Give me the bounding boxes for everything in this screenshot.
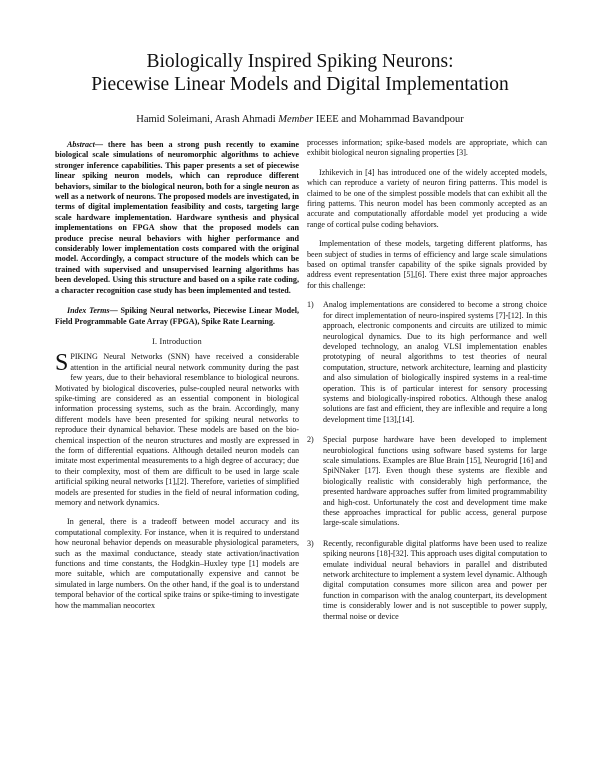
list-item-text: Analog implementations are considered to become a strong choice for direct implementation of neuro-inspired systems [7]-[12]. In this approach, electronic components and circuits are utilized to mimic neurological dynamics. Due to its high performance and well developed technology, an analog VLSI implementation enables prototyping of neural algorithms to test theories of neural computation, structure, network architecture, learning and plasticity and also simulation of biologically inspired systems in a real-time operation. This is of particular interest for sensory processing systems and biologically-inspired robotics. Although these analog solutions are fast and efficient, they are inflexible and require a long development time [13],[14]. [323,300,547,424]
list-item-text: Recently, reconfigurable digital platforms have been used to realize spiking neurons [18]-[32]. This approach uses digital computation to emulate individual neural behaviors in parallel and distributed network architecture to implement a system level dynamic. Although digital computation consumes more silicon area and power per function in comparison with the analog counterpart, its development time is considerably lower and is not susceptible to power supply, thermal noise or device [323,538,547,621]
list-item-text: Special purpose hardware have been developed to implement neurobiological functions using software based systems for large scale simulations. Examples are Blue Brain [15], Neurogrid [16] and SpiNNaker [17]. Even though these systems are flexible and biologically realistic with considerably high performance, the presented hardware approaches suffer from limited programmability and high-cost. Unfortunately the cost and development time make these approaches impractical for public access, general purpose large-scale simulations. [323,435,547,528]
index-terms [55,306,299,327]
right-paragraph-2: Implementation of these models, targeting different platforms, has been subject of studies in terms of efficiency and large scale simulations based on optimal transfer capability of the spike signals provided by address event representation [5],[6]. There exist three major approaches for this challenge: [307,239,547,290]
list-item [307,300,547,425]
abstract [55,140,299,296]
list-item-number: 3) [307,538,314,548]
title-line-2: Piecewise Linear Models and Digital Implementation [91,74,509,95]
intro-paragraph-2: In general, there is a tradeoff between model accuracy and its computational complexity. For instance, when it is required to understand how neuronal behavior depends on measurable physiological parameters, such as the maximal conductance, steady state activation/inactivation functions and time constants, the Hodgkin–Huxley type [1] models are more suitable, which are computationally expensive and cannot be simulated in large numbers. On the other hand, if the goal is to understand temporal behavior of the cortical spike trains or spike-timing to investigate how the mammalian neocortex [55,517,299,610]
author-line [40,113,560,126]
index-terms-label: Index Terms [67,306,110,316]
index-terms-text: — Spiking Neural networks, Piecewise Linear Model, Field Programmable Gate Array (FPGA), Spike Rate Learning. [55,306,300,326]
intro-paragraph-1 [55,352,299,508]
authors-part-2: IEEE and Mohammad Bavandpour [313,114,464,125]
abstract-text: — there has been a strong push recently to examine biological scale simulations of neuromorphic algorithms to achieve stronger inference capabilities. This paper presents a set of piecewise linear spiking neuron models, which can reproduce different behaviors, similar to the biological neuron, both for a single neuron as well as a network of neurons. The proposed models are investigated, in terms of digital implementation feasibility and costs, targeting large scale hardware implementation. Hardware synthesis and physical implementations on FPGA show that the proposed models can produce precise neural behaviors with higher performance and considerably lower implementation costs compared with the original model. Accordingly, a compact structure of the models which can be trained with supervised and unsupervised learning algorithms has been developed. Using this structure and based on a spike rate coding, a character recognition case study has been implemented and tested. [55,140,299,295]
approaches-list [307,300,547,622]
section-heading-introduction: I. Introduction [152,336,202,346]
list-item-number: 2) [307,435,314,445]
abstract-label: Abstract [67,140,95,149]
right-column [307,138,547,632]
title-line-1: Biologically Inspired Spiking Neurons: [146,51,454,72]
authors-part-1: Hamid Soleimani, Arash Ahmadi [136,114,279,125]
right-paragraph-0: processes information; spike-based models are appropriate, which can exhibit biological neuron signaling properties [3]. [307,138,547,158]
list-item-number: 1) [307,300,314,310]
drop-cap: S [55,350,69,377]
paper-title [40,50,560,96]
list-item [307,435,547,529]
authors-member: Member [278,114,314,125]
left-column [55,140,299,611]
right-paragraph-1: Izhikevich in [4] has introduced one of the widely accepted models, which can reproduce a variety of neuron firing patterns. This model is claimed to be one of the simplest possible models that can exhibit all the firing patterns. This neuron model has been commonly accepted as an accurate and computationally affordable model yet producing a wide range of cortical pulse coding behaviors. [307,167,547,229]
list-item [307,539,547,622]
intro-paragraph-1-text: PIKING Neural Networks (SNN) have received a considerable attention in the artificial neural network community during the past few years, due to their behavioral resemblance to biological neurons. Motivated by biological discoveries, pulse-coupled neural networks with spike-timing are considered as an essential component in biological information processing systems, such as the brain. Accordingly, many different models have been presented for spiking neural networks to reproduce their dynamical behavior. These models are based on the bio-chemical inspection of the neuron structures and mostly are expressed in the form of differential equations. Although detailed neuron models can imitate most experimental measurements to a high degree of accuracy; due to their complexity, most of them are difficult to be used in large scale artificial spiking neural networks [1],[2]. Therefore, varieties of simplified models are presented for studies in the field of neural information coding, memory and network dynamics. [55,352,299,507]
